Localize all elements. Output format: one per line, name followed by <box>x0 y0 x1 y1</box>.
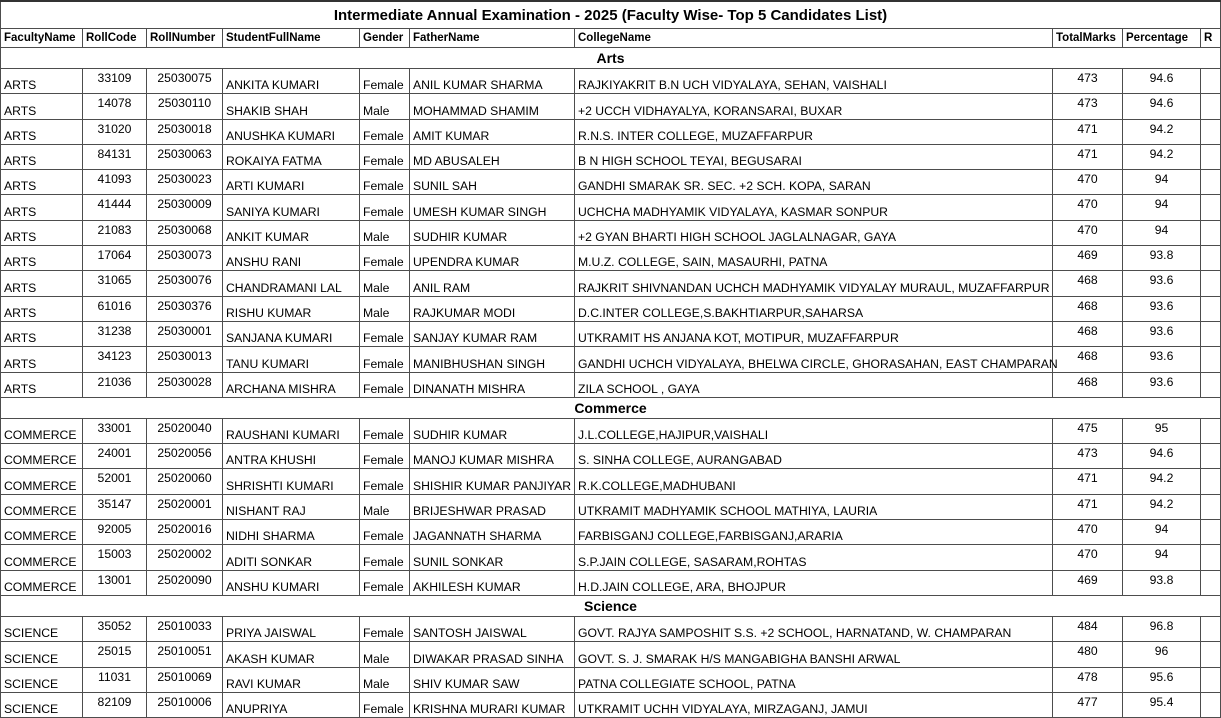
cell-r <box>1201 195 1221 220</box>
cell-rollnumber: 25020040 <box>147 418 223 443</box>
cell-studentfullname: RAUSHANI KUMARI <box>223 418 360 443</box>
cell-totalmarks: 480 <box>1053 642 1123 667</box>
cell-r <box>1201 246 1221 271</box>
cell-r <box>1201 469 1221 494</box>
cell-facultyname: ARTS <box>1 195 83 220</box>
cell-r <box>1201 119 1221 144</box>
cell-gender: Female <box>360 545 410 570</box>
cell-studentfullname: RAVI KUMAR <box>223 667 360 692</box>
cell-facultyname: COMMERCE <box>1 494 83 519</box>
cell-collegename: GOVT. RAJYA SAMPOSHIT S.S. +2 SCHOOL, HARNATAND, W. CHAMPARAN <box>575 616 1053 641</box>
cell-percentage: 95 <box>1123 418 1201 443</box>
cell-collegename: R.N.S. INTER COLLEGE, MUZAFFARPUR <box>575 119 1053 144</box>
cell-r <box>1201 616 1221 641</box>
cell-fathername: KRISHNA MURARI KUMAR <box>410 692 575 717</box>
cell-facultyname: ARTS <box>1 220 83 245</box>
cell-facultyname: ARTS <box>1 119 83 144</box>
cell-gender: Female <box>360 469 410 494</box>
cell-rollcode: 35147 <box>83 494 147 519</box>
cell-totalmarks: 471 <box>1053 494 1123 519</box>
cell-studentfullname: ADITI SONKAR <box>223 545 360 570</box>
cell-rollcode: 14078 <box>83 94 147 119</box>
cell-rollnumber: 25020002 <box>147 545 223 570</box>
cell-collegename: S. SINHA COLLEGE, AURANGABAD <box>575 444 1053 469</box>
cell-rollcode: 31020 <box>83 119 147 144</box>
cell-studentfullname: AKASH KUMAR <box>223 642 360 667</box>
cell-studentfullname: ANUPRIYA <box>223 692 360 717</box>
cell-percentage: 96.8 <box>1123 616 1201 641</box>
cell-rollnumber: 25020001 <box>147 494 223 519</box>
cell-percentage: 94.2 <box>1123 144 1201 169</box>
cell-percentage: 94.2 <box>1123 469 1201 494</box>
table-row <box>1 570 1221 595</box>
cell-studentfullname: ANKIT KUMAR <box>223 220 360 245</box>
cell-fathername: UMESH KUMAR SINGH <box>410 195 575 220</box>
column-header-collegename: CollegeName <box>575 29 1053 48</box>
cell-studentfullname: RISHU KUMAR <box>223 296 360 321</box>
cell-percentage: 94.6 <box>1123 69 1201 94</box>
cell-percentage: 95.6 <box>1123 667 1201 692</box>
column-header-studentfullname: StudentFullName <box>223 29 360 48</box>
cell-collegename: GANDHI UCHCH VIDYALAYA, BHELWA CIRCLE, GHORASAHAN, EAST CHAMPARAN <box>575 347 1053 372</box>
cell-totalmarks: 470 <box>1053 170 1123 195</box>
cell-fathername: MANIBHUSHAN SINGH <box>410 347 575 372</box>
cell-percentage: 93.6 <box>1123 271 1201 296</box>
cell-rollcode: 82109 <box>83 692 147 717</box>
cell-gender: Male <box>360 667 410 692</box>
cell-totalmarks: 473 <box>1053 69 1123 94</box>
cell-fathername: DINANATH MISHRA <box>410 372 575 397</box>
cell-percentage: 94.6 <box>1123 444 1201 469</box>
cell-gender: Female <box>360 119 410 144</box>
cell-percentage: 96 <box>1123 642 1201 667</box>
cell-collegename: H.D.JAIN COLLEGE, ARA, BHOJPUR <box>575 570 1053 595</box>
cell-totalmarks: 468 <box>1053 372 1123 397</box>
cell-r <box>1201 372 1221 397</box>
table-row <box>1 692 1221 717</box>
table-row <box>1 144 1221 169</box>
cell-fathername: SUNIL SONKAR <box>410 545 575 570</box>
cell-studentfullname: ANSHU RANI <box>223 246 360 271</box>
cell-facultyname: ARTS <box>1 144 83 169</box>
cell-collegename: J.L.COLLEGE,HAJIPUR,VAISHALI <box>575 418 1053 443</box>
cell-rollcode: 52001 <box>83 469 147 494</box>
section-header-arts <box>1 48 1221 69</box>
cell-fathername: SANJAY KUMAR RAM <box>410 321 575 346</box>
cell-facultyname: COMMERCE <box>1 469 83 494</box>
cell-fathername: SHISHIR KUMAR PANJIYAR <box>410 469 575 494</box>
cell-studentfullname: ANTRA KHUSHI <box>223 444 360 469</box>
cell-rollnumber: 25030023 <box>147 170 223 195</box>
table-row <box>1 195 1221 220</box>
cell-rollcode: 41444 <box>83 195 147 220</box>
cell-fathername: JAGANNATH SHARMA <box>410 520 575 545</box>
cell-facultyname: ARTS <box>1 69 83 94</box>
cell-studentfullname: ANKITA KUMARI <box>223 69 360 94</box>
cell-rollnumber: 25030073 <box>147 246 223 271</box>
cell-percentage: 94 <box>1123 195 1201 220</box>
cell-percentage: 94 <box>1123 545 1201 570</box>
cell-collegename: ZILA SCHOOL , GAYA <box>575 372 1053 397</box>
cell-percentage: 94.6 <box>1123 94 1201 119</box>
cell-totalmarks: 470 <box>1053 545 1123 570</box>
cell-rollnumber: 25020016 <box>147 520 223 545</box>
cell-rollnumber: 25030013 <box>147 347 223 372</box>
cell-fathername: SANTOSH JAISWAL <box>410 616 575 641</box>
cell-rollnumber: 25030068 <box>147 220 223 245</box>
table-row <box>1 494 1221 519</box>
cell-facultyname: ARTS <box>1 94 83 119</box>
column-header-gender: Gender <box>360 29 410 48</box>
cell-gender: Male <box>360 296 410 321</box>
cell-percentage: 95.4 <box>1123 692 1201 717</box>
cell-rollnumber: 25010033 <box>147 616 223 641</box>
cell-rollcode: 31065 <box>83 271 147 296</box>
cell-fathername: AKHILESH KUMAR <box>410 570 575 595</box>
cell-rollcode: 21036 <box>83 372 147 397</box>
cell-facultyname: SCIENCE <box>1 616 83 641</box>
cell-rollnumber: 25010006 <box>147 692 223 717</box>
cell-facultyname: COMMERCE <box>1 444 83 469</box>
cell-collegename: GOVT. S. J. SMARAK H/S MANGABIGHA BANSHI ARWAL <box>575 642 1053 667</box>
table-row <box>1 667 1221 692</box>
cell-studentfullname: SHAKIB SHAH <box>223 94 360 119</box>
cell-facultyname: SCIENCE <box>1 692 83 717</box>
cell-percentage: 94.2 <box>1123 494 1201 519</box>
cell-fathername: AMIT KUMAR <box>410 119 575 144</box>
cell-totalmarks: 468 <box>1053 321 1123 346</box>
cell-gender: Male <box>360 642 410 667</box>
cell-collegename: UTKRAMIT HS ANJANA KOT, MOTIPUR, MUZAFFARPUR <box>575 321 1053 346</box>
cell-collegename: R.K.COLLEGE,MADHUBANI <box>575 469 1053 494</box>
cell-r <box>1201 444 1221 469</box>
cell-fathername: SHIV KUMAR SAW <box>410 667 575 692</box>
cell-r <box>1201 94 1221 119</box>
cell-gender: Female <box>360 69 410 94</box>
cell-gender: Male <box>360 494 410 519</box>
cell-percentage: 94.2 <box>1123 119 1201 144</box>
column-header-fathername: FatherName <box>410 29 575 48</box>
column-header-totalmarks: TotalMarks <box>1053 29 1123 48</box>
cell-gender: Female <box>360 372 410 397</box>
cell-percentage: 93.6 <box>1123 321 1201 346</box>
cell-gender: Female <box>360 246 410 271</box>
cell-rollnumber: 25030009 <box>147 195 223 220</box>
cell-r <box>1201 69 1221 94</box>
cell-collegename: UTKRAMIT UCHH VIDYALAYA, MIRZAGANJ, JAMUI <box>575 692 1053 717</box>
cell-collegename: S.P.JAIN COLLEGE, SASARAM,ROHTAS <box>575 545 1053 570</box>
cell-totalmarks: 468 <box>1053 347 1123 372</box>
table-row <box>1 69 1221 94</box>
cell-totalmarks: 469 <box>1053 246 1123 271</box>
cell-gender: Female <box>360 144 410 169</box>
cell-percentage: 94 <box>1123 220 1201 245</box>
cell-studentfullname: CHANDRAMANI LAL <box>223 271 360 296</box>
cell-gender: Female <box>360 570 410 595</box>
section-title: Science <box>1 595 1221 616</box>
cell-gender: Female <box>360 444 410 469</box>
cell-rollnumber: 25020060 <box>147 469 223 494</box>
cell-rollcode: 11031 <box>83 667 147 692</box>
cell-totalmarks: 478 <box>1053 667 1123 692</box>
cell-gender: Female <box>360 520 410 545</box>
cell-fathername: UPENDRA KUMAR <box>410 246 575 271</box>
cell-gender: Female <box>360 170 410 195</box>
cell-totalmarks: 473 <box>1053 444 1123 469</box>
cell-collegename: PATNA COLLEGIATE SCHOOL, PATNA <box>575 667 1053 692</box>
cell-fathername: ANIL RAM <box>410 271 575 296</box>
cell-collegename: B N HIGH SCHOOL TEYAI, BEGUSARAI <box>575 144 1053 169</box>
cell-gender: Female <box>360 418 410 443</box>
section-title: Commerce <box>1 397 1221 418</box>
cell-rollnumber: 25030063 <box>147 144 223 169</box>
cell-r <box>1201 667 1221 692</box>
cell-percentage: 94 <box>1123 520 1201 545</box>
cell-collegename: +2 GYAN BHARTI HIGH SCHOOL JAGLALNAGAR, GAYA <box>575 220 1053 245</box>
cell-gender: Female <box>360 347 410 372</box>
cell-studentfullname: NIDHI SHARMA <box>223 520 360 545</box>
cell-collegename: +2 UCCH VIDHAYALYA, KORANSARAI, BUXAR <box>575 94 1053 119</box>
cell-studentfullname: SHRISHTI KUMARI <box>223 469 360 494</box>
cell-fathername: MD ABUSALEH <box>410 144 575 169</box>
cell-fathername: BRIJESHWAR PRASAD <box>410 494 575 519</box>
cell-fathername: DIWAKAR PRASAD SINHA <box>410 642 575 667</box>
cell-fathername: MOHAMMAD SHAMIM <box>410 94 575 119</box>
cell-rollcode: 15003 <box>83 545 147 570</box>
cell-facultyname: ARTS <box>1 347 83 372</box>
title-row <box>1 1 1221 29</box>
cell-rollcode: 34123 <box>83 347 147 372</box>
cell-r <box>1201 220 1221 245</box>
cell-r <box>1201 570 1221 595</box>
cell-rollnumber: 25030076 <box>147 271 223 296</box>
cell-rollcode: 92005 <box>83 520 147 545</box>
cell-studentfullname: SANJANA KUMARI <box>223 321 360 346</box>
cell-gender: Male <box>360 220 410 245</box>
cell-percentage: 93.6 <box>1123 296 1201 321</box>
column-header-rollcode: RollCode <box>83 29 147 48</box>
cell-rollcode: 17064 <box>83 246 147 271</box>
cell-totalmarks: 471 <box>1053 119 1123 144</box>
sheet-title: Intermediate Annual Examination - 2025 (Faculty Wise- Top 5 Candidates List) <box>1 1 1221 29</box>
cell-studentfullname: ARTI KUMARI <box>223 170 360 195</box>
cell-collegename: D.C.INTER COLLEGE,S.BAKHTIARPUR,SAHARSA <box>575 296 1053 321</box>
cell-gender: Male <box>360 94 410 119</box>
cell-fathername: SUNIL SAH <box>410 170 575 195</box>
cell-rollcode: 35052 <box>83 616 147 641</box>
cell-collegename: FARBISGANJ COLLEGE,FARBISGANJ,ARARIA <box>575 520 1053 545</box>
cell-facultyname: ARTS <box>1 246 83 271</box>
cell-studentfullname: PRIYA JAISWAL <box>223 616 360 641</box>
cell-facultyname: SCIENCE <box>1 667 83 692</box>
cell-rollnumber: 25020056 <box>147 444 223 469</box>
cell-rollcode: 61016 <box>83 296 147 321</box>
table-row <box>1 296 1221 321</box>
cell-gender: Female <box>360 321 410 346</box>
cell-facultyname: COMMERCE <box>1 570 83 595</box>
table-row <box>1 418 1221 443</box>
table-row <box>1 220 1221 245</box>
cell-rollcode: 24001 <box>83 444 147 469</box>
cell-fathername: RAJKUMAR MODI <box>410 296 575 321</box>
cell-rollcode: 21083 <box>83 220 147 245</box>
cell-facultyname: ARTS <box>1 372 83 397</box>
cell-studentfullname: SANIYA KUMARI <box>223 195 360 220</box>
cell-facultyname: ARTS <box>1 271 83 296</box>
cell-rollnumber: 25030376 <box>147 296 223 321</box>
cell-r <box>1201 144 1221 169</box>
cell-rollnumber: 25030028 <box>147 372 223 397</box>
cell-r <box>1201 545 1221 570</box>
cell-studentfullname: NISHANT RAJ <box>223 494 360 519</box>
cell-gender: Female <box>360 195 410 220</box>
cell-rollnumber: 25010051 <box>147 642 223 667</box>
column-header-rollnumber: RollNumber <box>147 29 223 48</box>
table-row <box>1 321 1221 346</box>
cell-fathername: SUDHIR KUMAR <box>410 220 575 245</box>
cell-totalmarks: 484 <box>1053 616 1123 641</box>
cell-facultyname: COMMERCE <box>1 545 83 570</box>
cell-r <box>1201 642 1221 667</box>
cell-r <box>1201 296 1221 321</box>
cell-totalmarks: 477 <box>1053 692 1123 717</box>
table-row <box>1 347 1221 372</box>
cell-percentage: 93.8 <box>1123 246 1201 271</box>
section-title: Arts <box>1 48 1221 69</box>
table-row <box>1 616 1221 641</box>
table-row <box>1 372 1221 397</box>
table-row <box>1 444 1221 469</box>
column-header-row <box>1 29 1221 48</box>
cell-collegename: M.U.Z. COLLEGE, SAIN, MASAURHI, PATNA <box>575 246 1053 271</box>
cell-r <box>1201 418 1221 443</box>
cell-rollcode: 41093 <box>83 170 147 195</box>
cell-rollcode: 25015 <box>83 642 147 667</box>
cell-r <box>1201 271 1221 296</box>
cell-facultyname: COMMERCE <box>1 418 83 443</box>
section-header-science <box>1 595 1221 616</box>
cell-rollnumber: 25030110 <box>147 94 223 119</box>
cell-totalmarks: 473 <box>1053 94 1123 119</box>
cell-facultyname: SCIENCE <box>1 642 83 667</box>
cell-r <box>1201 347 1221 372</box>
cell-rollcode: 33001 <box>83 418 147 443</box>
cell-totalmarks: 471 <box>1053 469 1123 494</box>
cell-r <box>1201 494 1221 519</box>
cell-rollnumber: 25010069 <box>147 667 223 692</box>
cell-totalmarks: 470 <box>1053 520 1123 545</box>
cell-percentage: 93.8 <box>1123 570 1201 595</box>
cell-facultyname: ARTS <box>1 170 83 195</box>
cell-fathername: SUDHIR KUMAR <box>410 418 575 443</box>
cell-r <box>1201 692 1221 717</box>
cell-rollnumber: 25030075 <box>147 69 223 94</box>
cell-rollnumber: 25030001 <box>147 321 223 346</box>
cell-fathername: ANIL KUMAR SHARMA <box>410 69 575 94</box>
cell-gender: Female <box>360 692 410 717</box>
cell-collegename: RAJKRIT SHIVNANDAN UCHCH MADHYAMIK VIDYALAY MURAUL, MUZAFFARPUR <box>575 271 1053 296</box>
cell-rollcode: 33109 <box>83 69 147 94</box>
table-row <box>1 271 1221 296</box>
cell-totalmarks: 469 <box>1053 570 1123 595</box>
cell-fathername: MANOJ KUMAR MISHRA <box>410 444 575 469</box>
cell-studentfullname: ANSHU KUMARI <box>223 570 360 595</box>
cell-studentfullname: ROKAIYA FATMA <box>223 144 360 169</box>
cell-studentfullname: ARCHANA MISHRA <box>223 372 360 397</box>
cell-percentage: 93.6 <box>1123 347 1201 372</box>
cell-totalmarks: 468 <box>1053 271 1123 296</box>
cell-rollcode: 31238 <box>83 321 147 346</box>
cell-collegename: RAJKIYAKRIT B.N UCH VIDYALAYA, SEHAN, VAISHALI <box>575 69 1053 94</box>
cell-totalmarks: 468 <box>1053 296 1123 321</box>
cell-totalmarks: 471 <box>1053 144 1123 169</box>
column-header-r: R <box>1201 29 1221 48</box>
cell-collegename: UTKRAMIT MADHYAMIK SCHOOL MATHIYA, LAURIA <box>575 494 1053 519</box>
cell-gender: Male <box>360 271 410 296</box>
table-row <box>1 170 1221 195</box>
table-row <box>1 119 1221 144</box>
column-header-percentage: Percentage <box>1123 29 1201 48</box>
cell-totalmarks: 475 <box>1053 418 1123 443</box>
cell-studentfullname: ANUSHKA KUMARI <box>223 119 360 144</box>
cell-facultyname: ARTS <box>1 296 83 321</box>
cell-totalmarks: 470 <box>1053 195 1123 220</box>
cell-rollcode: 84131 <box>83 144 147 169</box>
cell-r <box>1201 170 1221 195</box>
cell-rollnumber: 25020090 <box>147 570 223 595</box>
cell-collegename: UCHCHA MADHYAMIK VIDYALAYA, KASMAR SONPUR <box>575 195 1053 220</box>
section-header-commerce <box>1 397 1221 418</box>
cell-facultyname: ARTS <box>1 321 83 346</box>
cell-rollcode: 13001 <box>83 570 147 595</box>
cell-r <box>1201 520 1221 545</box>
cell-facultyname: COMMERCE <box>1 520 83 545</box>
cell-rollnumber: 25030018 <box>147 119 223 144</box>
cell-r <box>1201 321 1221 346</box>
table-row <box>1 545 1221 570</box>
table-row <box>1 520 1221 545</box>
cell-gender: Female <box>360 616 410 641</box>
cell-studentfullname: TANU KUMARI <box>223 347 360 372</box>
column-header-facultyname: FacultyName <box>1 29 83 48</box>
table-row <box>1 246 1221 271</box>
table-row <box>1 469 1221 494</box>
cell-percentage: 94 <box>1123 170 1201 195</box>
table-row <box>1 94 1221 119</box>
cell-percentage: 93.6 <box>1123 372 1201 397</box>
table-row <box>1 642 1221 667</box>
cell-collegename: GANDHI SMARAK SR. SEC. +2 SCH. KOPA, SARAN <box>575 170 1053 195</box>
cell-totalmarks: 470 <box>1053 220 1123 245</box>
